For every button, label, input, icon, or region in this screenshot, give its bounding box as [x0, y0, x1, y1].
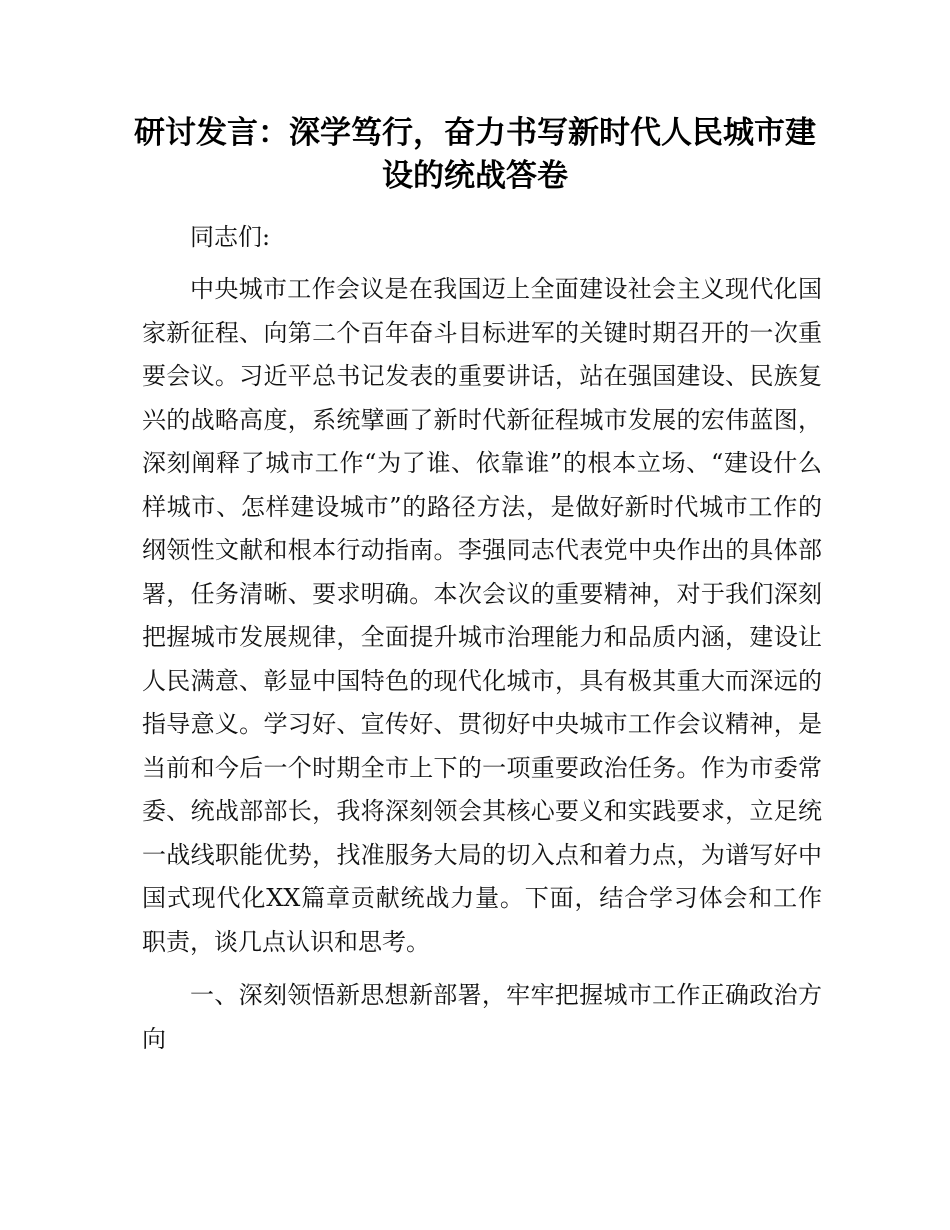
body-paragraph: 中央城市工作会议是在我国迈上全面建设社会主义现代化国家新征程、向第二个百年奋斗目标进军的关键时期召开的一次重要会议。习近平总书记发表的重要讲话，站在强国建设、民族复兴的战略高度，系统擘画了新时代新征程城市发展的宏伟蓝图，深刻阐释了城市工作“为了谁、依靠谁”的根本立场、“建设什么样城市、怎样建设城市”的路径方法，是做好新时代城市工作的纲领性文献和根本行动指南。李强同志代表党中央作出的具体部署，任务清晰、要求明确。本次会议的重要精神，对于我们深刻把握城市发展规律，全面提升城市治理能力和品质内涵，建设让人民满意、彰显中国特色的现代化城市，具有极其重大而深远的指导意义。学习好、宣传好、贯彻好中央城市工作会议精神，是当前和今后一个时期全市上下的一项重要政治任务。作为市委常委、统战部部长，我将深刻领会其核心要义和实践要求，立足统一战线职能优势，找准服务大局的切入点和着力点，为谱写好中国式现代化XX篇章贡献统战力量。下面，结合学习体会和工作职责，谈几点认识和思考。: [142, 275, 822, 956]
document-title: 研讨发言：深学笃行，奋力书写新时代人民城市建设的统战答卷: [134, 115, 816, 194]
section-heading: 一、深刻领悟新思想新部署，牢牢把握城市工作正确政治方向: [142, 981, 822, 1053]
greeting: 同志们:: [190, 223, 271, 251]
